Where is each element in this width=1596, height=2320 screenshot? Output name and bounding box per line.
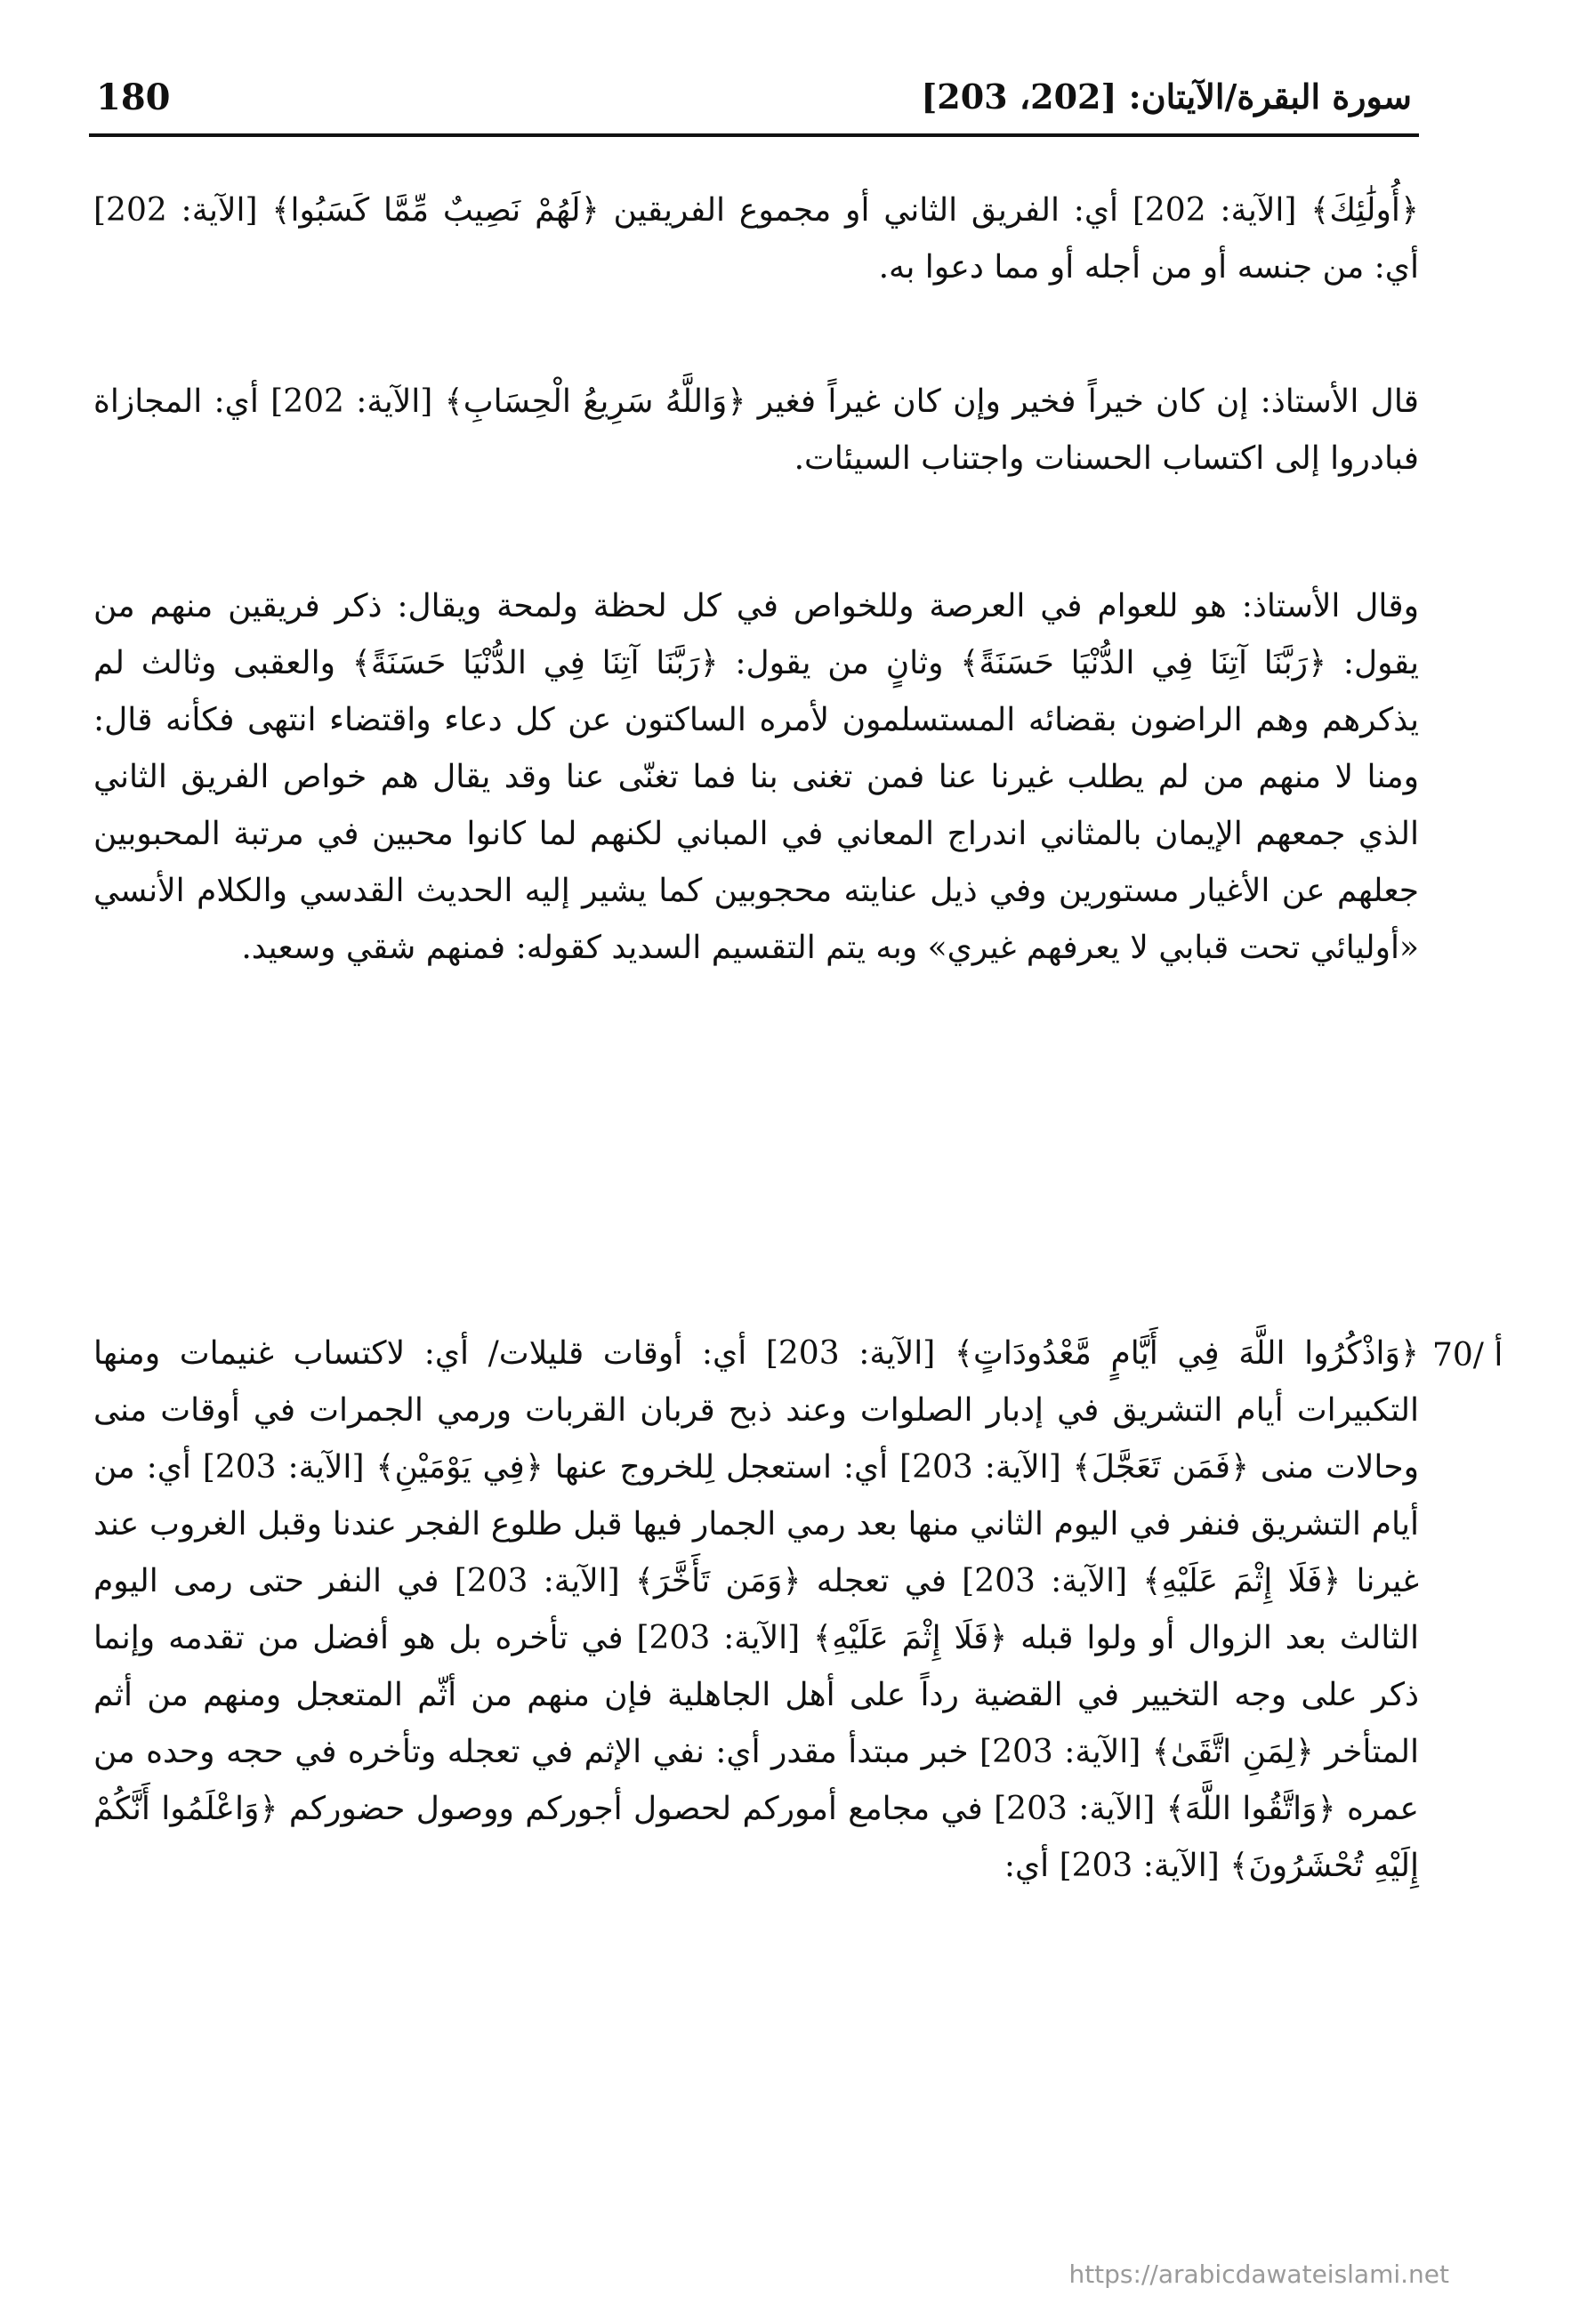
page-header (89, 71, 1419, 137)
paragraph-text: ﴿أُولَٰئِكَ﴾ [الآية: 202] أي: الفريق الثاني أو مجموع الفريقين ﴿لَهُمْ نَصِيبٌ مِّمَّا كَسَبُوا﴾ [الآية: 202] أي: من جنسه أو من أجله أو مما دعوا به. (93, 192, 1419, 286)
paragraph-text: قال الأستاذ: إن كان خيراً فخير وإن كان غيراً فغير ﴿وَاللَّهُ سَرِيعُ الْحِسَابِ﴾ [الآية: 202] أي: المجازاة فبادروا إلى اكتساب الحسنات واجتناب السيئات. (93, 383, 1419, 477)
margin-folio-note: 70/ أ (1432, 1337, 1503, 1373)
paragraph-4 (93, 1325, 1419, 1895)
running-head: سورة البقرة/الآيتان: [202، 203] (921, 77, 1412, 117)
paragraph-1 (93, 182, 1419, 296)
watermark-url: https://arabicdawateislami.net (1068, 2260, 1449, 2289)
paragraph-3 (93, 578, 1419, 977)
paragraph-2 (93, 374, 1419, 487)
page-number: 180 (96, 77, 171, 118)
paragraph-text: وقال الأستاذ: هو للعوام في العرصة وللخواص في كل لحظة ولمحة ويقال: ذكر فريقين منهم من يقول: ﴿رَبَّنَا آتِنَا فِي الدُّنْيَا حَسَنَةً﴾ وثانٍ من يقول: ﴿رَبَّنَا آتِنَا فِي الدُّنْيَا حَسَنَةً﴾ والعقبى وثالث لم يذكرهم وهم الراضون بقضائه المستسلمون لأمره الساكتون عن كل دعاء واقتضاء انتهى فكأنه قال: ومنا لا منهم من لم يطلب غيرنا عنا فمن تغنى بنا فما تغنّى عنا وقد يقال هم خواص الفريق الثاني الذي جمعهم الإيمان بالمثاني اندراج المعاني في المباني لكنهم لما كانوا محبين في مرتبة المحبوبين جعلهم عن الأغيار مستورين وفي ذيل عنايته محجوبين كما يشير إليه الحديث القدسي والكلام الأنسي «أوليائي تحت قبابي لا يعرفهم غيري» وبه يتم التقسيم السديد كقوله: فمنهم شقي وسعيد. (93, 588, 1419, 966)
paragraph-text: ﴿وَاذْكُرُوا اللَّهَ فِي أَيَّامٍ مَّعْدُودَاتٍ﴾ [الآية: 203] أي: أوقات قليلات/ أي: لاكتساب غنيمات ومنها التكبيرات أيام التشريق في إدبار الصلوات وعند ذبح قربان القربات ورمي الجمرات في أوقات منى وحالات منى ﴿فَمَن تَعَجَّلَ﴾ [الآية: 203] أي: استعجل لِلخروج عنها ﴿فِي يَوْمَيْنِ﴾ [الآية: 203] أي: من أيام التشريق فنفر في اليوم الثاني منها بعد رمي الجمار فيها قبل طلوع الفجر عندنا وقبل الغروب عند غيرنا ﴿فَلَا إِثْمَ عَلَيْهِ﴾ [الآية: 203] في تعجله ﴿وَمَن تَأَخَّرَ﴾ [الآية: 203] في النفر حتى رمى اليوم الثالث بعد الزوال أو ولوا قبله ﴿فَلَا إِثْمَ عَلَيْهِ﴾ [الآية: 203] في تأخره بل هو أفضل من تقدمه وإنما ذكر على وجه التخيير في القضية رداً على أهل الجاهلية فإن منهم من أثّم المتعجل ومنهم من أثم المتأخر ﴿لِمَنِ اتَّقَىٰ﴾ [الآية: 203] خبر مبتدأ مقدر أي: نفي الإثم في تعجله وتأخره في حجه وحده من عمره ﴿وَاتَّقُوا اللَّهَ﴾ [الآية: 203] في مجامع أموركم لحصول أجوركم ووصول حضوركم ﴿وَاعْلَمُوا أَنَّكُمْ إِلَيْهِ تُحْشَرُونَ﴾ [الآية: 203] أي: (93, 1335, 1420, 1884)
